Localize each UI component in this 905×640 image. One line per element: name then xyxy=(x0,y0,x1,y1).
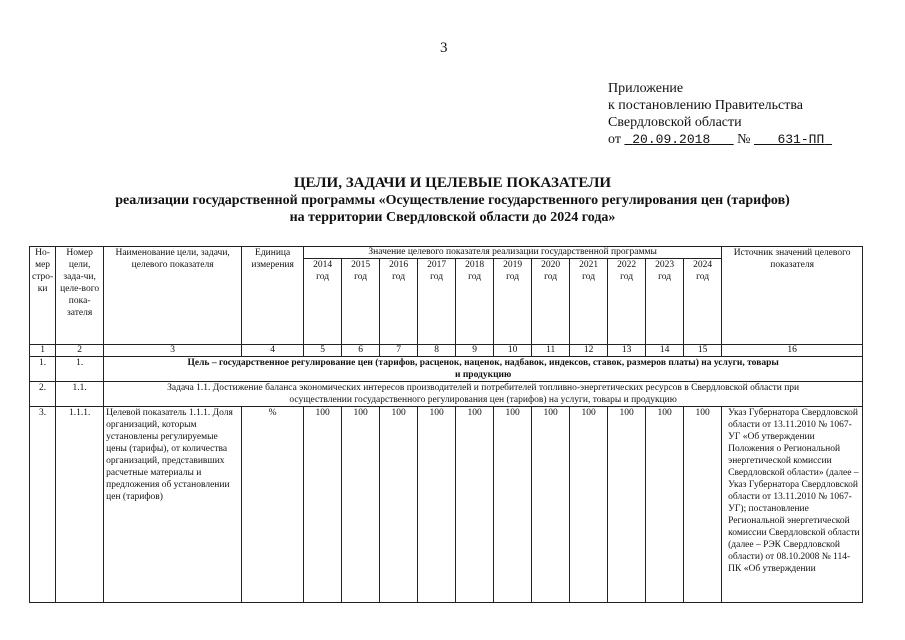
header-year: 2016 год xyxy=(380,259,418,345)
col-number: 12 xyxy=(570,345,608,357)
indicator-value: 100 xyxy=(646,407,684,603)
header-values-group: Значение целевого показателя реализации государственной программы xyxy=(304,247,722,259)
header-year: 2017 год xyxy=(418,259,456,345)
appendix-line2: к постановлению Правительства xyxy=(608,98,804,113)
table-row xyxy=(30,382,863,407)
column-numbers-row xyxy=(30,345,863,357)
header-year: 2020 год xyxy=(532,259,570,345)
appendix-line1: Приложение xyxy=(608,81,684,96)
col-number: 1 xyxy=(30,345,56,357)
row-number: 1. xyxy=(30,357,56,382)
indicator-value: 100 xyxy=(608,407,646,603)
col-number: 8 xyxy=(418,345,456,357)
decree-date: 20.09.2018 xyxy=(632,132,711,147)
row-number: 2. xyxy=(30,382,56,407)
col-number: 3 xyxy=(104,345,242,357)
title-sub2: на территории Свердловской области до 2024 года» xyxy=(289,210,616,225)
header-year: 2023 год xyxy=(646,259,684,345)
header-year: 2022 год xyxy=(608,259,646,345)
col-number: 9 xyxy=(456,345,494,357)
number-prefix: № xyxy=(737,132,751,147)
indicator-value: 100 xyxy=(456,407,494,603)
row-code: 1.1.1. xyxy=(56,407,104,603)
header-year: 2018 год xyxy=(456,259,494,345)
header-unit: Единица измерения xyxy=(242,247,304,345)
col-number: 16 xyxy=(722,345,863,357)
header-source: Источник значений целевого показателя xyxy=(722,247,863,345)
header-goal-no: Номер цели, зада-чи, целе-вого пока-зателя xyxy=(56,247,104,345)
indicator-value: 100 xyxy=(532,407,570,603)
title-sub1: реализации государственной программы «Осуществление государственного регулирования цен (тарифов) xyxy=(115,193,790,208)
table-row xyxy=(30,407,863,603)
col-number: 6 xyxy=(342,345,380,357)
task-text: Задача 1.1. Достижение баланса экономических интересов производителей и потребителей топливно-энергетических ресурсов в Свердловской области при осуществлении государственного регулирования цен (тарифов) на услуги, товары и продукцию xyxy=(104,382,863,407)
indicator-value: 100 xyxy=(380,407,418,603)
appendix-line3: Свердловской области xyxy=(608,115,742,130)
col-number: 15 xyxy=(684,345,722,357)
col-number: 14 xyxy=(646,345,684,357)
appendix-date-line xyxy=(608,131,832,148)
indicator-value: 100 xyxy=(684,407,722,603)
header-year: 2014 год xyxy=(304,259,342,345)
col-number: 4 xyxy=(242,345,304,357)
col-number: 7 xyxy=(380,345,418,357)
header-year: 2019 год xyxy=(494,259,532,345)
indicator-value: 100 xyxy=(494,407,532,603)
header-name: Наименование цели, задачи, целевого показателя xyxy=(104,247,242,345)
header-year: 2021 год xyxy=(570,259,608,345)
indicator-value: 100 xyxy=(304,407,342,603)
table-row xyxy=(30,357,863,382)
decree-number: 631-ПП xyxy=(777,132,825,147)
goal-text: Цель – государственное регулирование цен (тарифов, расценок, наценок, надбавок, индексов, ставок, размеров платы) на услуги, товары и продукцию xyxy=(104,357,863,382)
appendix-block xyxy=(608,80,832,148)
col-number: 2 xyxy=(56,345,104,357)
indicator-value: 100 xyxy=(418,407,456,603)
page-number: 3 xyxy=(440,40,448,56)
header-row xyxy=(30,247,863,259)
row-number: 3. xyxy=(30,407,56,603)
col-number: 5 xyxy=(304,345,342,357)
document-title xyxy=(0,175,905,226)
header-year: 2024 год xyxy=(684,259,722,345)
title-main: ЦЕЛИ, ЗАДАЧИ И ЦЕЛЕВЫЕ ПОКАЗАТЕЛИ xyxy=(293,175,612,191)
goals-table xyxy=(29,246,863,603)
col-number: 11 xyxy=(532,345,570,357)
date-prefix: от xyxy=(608,132,621,147)
indicator-source: Указ Губернатора Свердловской области от 13.11.2010 № 1067-УГ «Об утверждении Положения о Региональной энергетической комиссии Свердловской области» (далее – Указ Губернатора Свердловской области от 13.11.2010 № 1067-УГ); постановление Региональной энергетической комиссии Свердловской области (далее – РЭК Свердловской области) от 08.10.2008 № 114-ПК «Об утверждении xyxy=(722,407,863,603)
indicator-value: 100 xyxy=(342,407,380,603)
indicator-unit: % xyxy=(242,407,304,603)
header-row-no: Но-мер стро-ки xyxy=(30,247,56,345)
header-year: 2015 год xyxy=(342,259,380,345)
row-code: 1.1. xyxy=(56,382,104,407)
col-number: 10 xyxy=(494,345,532,357)
indicator-name: Целевой показатель 1.1.1. Доля организаций, которым установлены регулируемые цены (тарифы), от количества организаций, представивших расчетные материалы и предложения об установлении цен (тарифов) xyxy=(104,407,242,603)
row-code: 1. xyxy=(56,357,104,382)
indicator-value: 100 xyxy=(570,407,608,603)
col-number: 13 xyxy=(608,345,646,357)
